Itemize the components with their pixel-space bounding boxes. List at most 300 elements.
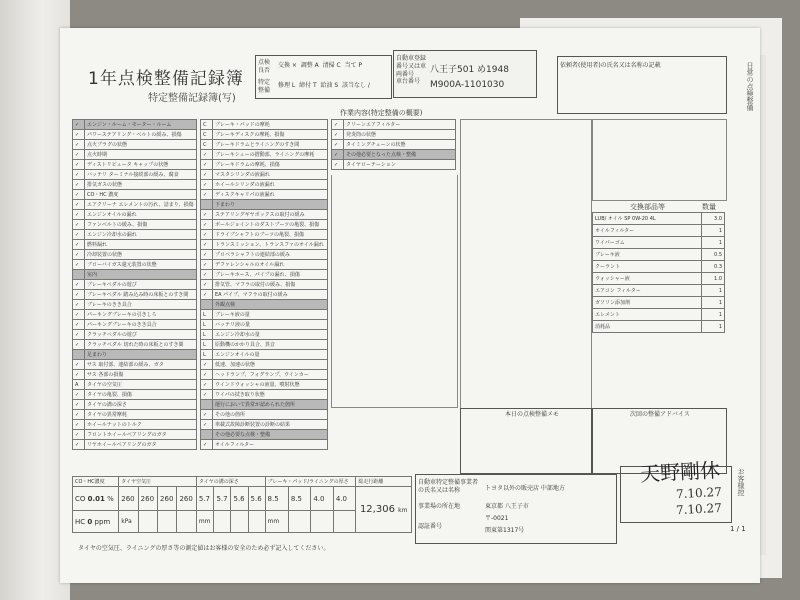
check-item-label: 点火プラグの状態	[85, 140, 197, 150]
check-mark: ✓	[73, 280, 85, 290]
checklist-col1-row	[73, 430, 197, 440]
checklist-col2-row	[201, 380, 328, 390]
shop-address: 東京都 八王子市	[485, 503, 529, 510]
check-mark: L	[201, 330, 213, 340]
check-item-label: ワイパの拭き取り状態	[213, 390, 328, 400]
checklist-col2-row	[201, 290, 328, 300]
part-qty: 1	[702, 321, 725, 333]
check-item-label: マスタシリンダの液漏れ	[213, 170, 328, 180]
checklist-column-1	[72, 119, 197, 450]
checklist-col1-row	[73, 300, 197, 310]
check-mark: ✓	[201, 410, 213, 420]
part-name: ブレーキ液	[593, 249, 702, 261]
pad-rr: 4.0	[333, 487, 356, 511]
checklist-col1-row	[73, 160, 197, 170]
tread-unit: mm	[196, 511, 214, 533]
check-mark: ✓	[332, 160, 344, 170]
tread-fl: 5.7	[196, 487, 214, 511]
work-header: 作業内容(特定整備の概要)	[340, 109, 423, 117]
check-item-label: 冷却装置の状態	[85, 250, 197, 260]
checklist-col1-row	[73, 200, 197, 210]
check-mark: A	[73, 380, 85, 390]
check-item-label: バッテリ液の量	[213, 320, 328, 330]
check-item-label: エンジンオイルの漏れ	[85, 210, 197, 220]
check-item-label: オイルフィルター	[213, 440, 328, 450]
check-item-label: タイヤの空気圧	[85, 380, 197, 390]
check-item-label: タイヤの異常摩耗	[85, 410, 197, 420]
part-qty: 3.0	[702, 213, 725, 225]
measure-header-pad: ブレーキ・パッド/ライニングの厚さ	[265, 477, 356, 487]
check-mark: ✓	[73, 230, 85, 240]
check-mark	[73, 350, 85, 360]
check-mark: ✓	[73, 310, 85, 320]
checklist-col3-row	[332, 130, 456, 140]
checklist-col2-row	[201, 270, 328, 280]
check-item-label: 外観点検	[213, 300, 328, 310]
checklist-col1-row	[73, 350, 197, 360]
check-mark: ✓	[73, 430, 85, 440]
check-item-label: ホイールナットのトルク	[85, 420, 197, 430]
daily-inspection-tab: 日常の点検整備	[746, 62, 754, 111]
check-mark: ✓	[201, 230, 213, 240]
handwritten-date-2: 7.10.27	[675, 500, 723, 518]
checklist-col2-row	[201, 260, 328, 270]
check-mark: ✓	[201, 390, 213, 400]
check-mark	[201, 430, 213, 440]
check-item-label: 下まわり	[213, 200, 328, 210]
part-qty: 1	[702, 225, 725, 237]
tread-fr: 5.7	[214, 487, 231, 511]
checklist-col2-row	[201, 200, 328, 210]
handwritten-date-1: 7.10.27	[675, 484, 723, 502]
checklist-col2-row	[201, 120, 328, 130]
check-item-label: ブレーキディスクの摩耗、損傷	[213, 130, 328, 140]
checklist-col2-row	[201, 390, 328, 400]
check-item-label: ドライブシャフトのブーツの亀裂、損傷	[213, 230, 328, 240]
checklist-col2-row	[201, 300, 328, 310]
check-mark: ✓	[73, 390, 85, 400]
check-item-label: その他必要な点検・整備	[213, 430, 328, 440]
check-item-label: ヘッドランプ、フォグランプ、ウインカー	[213, 370, 328, 380]
check-item-label: ディストリビュータ キャップの状態	[85, 160, 197, 170]
part-name: 消耗品	[593, 321, 702, 333]
check-item-label: 排気ガスの状態	[85, 180, 197, 190]
parts-row	[593, 213, 725, 225]
legend-row-2: 修理 L 締付 T 給油 S 該当なし /	[278, 82, 370, 89]
part-name: ワイパーゴム	[593, 237, 702, 249]
checklist-col1-row	[73, 170, 197, 180]
check-item-label: 発炎筒の状態	[344, 130, 456, 140]
check-mark: C	[201, 130, 213, 140]
check-mark: ✓	[73, 340, 85, 350]
checklist-col1-row	[73, 130, 197, 140]
check-mark: ✓	[73, 190, 85, 200]
customer-copy-tab: お客様控	[737, 468, 745, 496]
check-mark: ✓	[73, 120, 85, 130]
part-name: LUB/ オイル SP 0W-20 4L	[593, 213, 702, 225]
check-item-label: エンジンオイルの量	[213, 350, 328, 360]
parts-row	[593, 225, 725, 237]
check-mark: ✓	[201, 240, 213, 250]
check-item-label: CO・HC 濃度	[85, 190, 197, 200]
mileage-cell: 12,306 km	[356, 487, 412, 533]
check-item-label: その他の箇所	[213, 410, 328, 420]
check-item-label: タイヤの亀裂、損傷	[85, 390, 197, 400]
vin-value: M900A-1101030	[430, 80, 505, 90]
checklist-col2-row	[201, 160, 328, 170]
checklist-col2-row	[201, 280, 328, 290]
check-item-label: ブレーキ液の量	[213, 310, 328, 320]
part-qty: 1	[702, 309, 725, 321]
tire-unit: kPa	[119, 511, 138, 533]
work-area	[331, 175, 458, 408]
checklist-col1-row	[73, 320, 197, 330]
legend-work-label: 特定整備	[258, 79, 271, 94]
check-item-label: エンジン・ルーム・モーター・ルーム	[85, 120, 197, 130]
co-cell: CO 0.01 %	[73, 487, 119, 511]
checklist-col1-row	[73, 270, 197, 280]
parts-row	[593, 321, 725, 333]
check-item-label: ウインドウォッシャの液量、噴射状態	[213, 380, 328, 390]
check-mark: ✓	[73, 130, 85, 140]
vin-label: 車台番号	[396, 78, 421, 85]
check-mark	[201, 200, 213, 210]
parts-table	[592, 212, 725, 333]
check-item-label: 運行において異常が認められた箇所	[213, 400, 328, 410]
checklist-col3-row	[332, 140, 456, 150]
check-item-label: プロペラシャフトの連結部の緩み	[213, 250, 328, 260]
qty-header: 数量	[702, 203, 716, 211]
checklist-col2-row	[201, 360, 328, 370]
pad-fr: 8.5	[288, 487, 311, 511]
check-item-label: ホイールシリンダの液漏れ	[213, 180, 328, 190]
measure-header-pressure: タイヤ空気圧	[119, 477, 197, 487]
work-area-mid	[460, 119, 592, 409]
hc-cell: HC 0 ppm	[73, 511, 119, 533]
pad-fl: 8.5	[265, 487, 288, 511]
check-mark: ✓	[73, 170, 85, 180]
checklist-col2-row	[201, 210, 328, 220]
measure-header-mileage: 総走行距離	[356, 477, 412, 487]
tire-pressure-rl: 260	[158, 487, 177, 511]
check-item-label: 室内	[85, 270, 197, 280]
check-mark: ✓	[201, 170, 213, 180]
check-mark: ✓	[201, 440, 213, 450]
checklist-col2-row	[201, 250, 328, 260]
parts-row	[593, 309, 725, 321]
checklist-col1-row	[73, 250, 197, 260]
checklist-col3-row	[332, 160, 456, 170]
check-mark: ✓	[332, 130, 344, 140]
check-item-label: クリーンエアフィルター	[344, 120, 456, 130]
checklist-col2-row	[201, 350, 328, 360]
check-item-label: ディスクキャリパの液漏れ	[213, 190, 328, 200]
checklist-col1-row	[73, 420, 197, 430]
checklist-col2-row	[201, 400, 328, 410]
shop-postal: 〒-0021	[485, 515, 509, 522]
part-name: ガソリン添加剤	[593, 297, 702, 309]
checklist-col1-row	[73, 360, 197, 370]
check-item-label: エアクリーナ エレメントの汚れ、詰まり、損傷	[85, 200, 197, 210]
check-mark: ✓	[201, 380, 213, 390]
plate-value: 八王子501 め1948	[430, 65, 509, 75]
check-mark: ✓	[201, 160, 213, 170]
checklist-col1-row	[73, 150, 197, 160]
checklist-col1-row	[73, 410, 197, 420]
check-item-label: クラッチペダル 切れた時の床板とのすき間	[85, 340, 197, 350]
check-mark: ✓	[73, 250, 85, 260]
check-item-label: その他必要となった点検・整備	[344, 150, 456, 160]
part-qty: 0.5	[702, 249, 725, 261]
checklist-col3-row	[332, 120, 456, 130]
check-mark: ✓	[201, 270, 213, 280]
check-item-label: タイヤローテーション	[344, 160, 456, 170]
checklist-col2-row	[201, 310, 328, 320]
checklist-col2-row	[201, 240, 328, 250]
measure-header-cohc: CO・HC濃度	[73, 477, 119, 487]
check-item-label: 排気管、マフラの取付の緩み、損傷	[213, 280, 328, 290]
check-item-label: パーキングブレーキの引きしろ	[85, 310, 197, 320]
check-mark: ✓	[73, 400, 85, 410]
part-qty: 0.3	[702, 261, 725, 273]
check-mark: L	[201, 340, 213, 350]
checklist-column-3	[331, 119, 456, 170]
check-mark: ✓	[201, 260, 213, 270]
checklist-col2-row	[201, 320, 328, 330]
check-mark: ✓	[201, 150, 213, 160]
checklist-col1-row	[73, 400, 197, 410]
check-mark	[201, 400, 213, 410]
checklist-col1-row	[73, 340, 197, 350]
shop-cert-label: 認証番号	[418, 523, 443, 530]
shop-name: トヨタ以外の販売店 中部地方	[485, 485, 565, 492]
check-item-label: ブレーキ・パッドの摩耗	[213, 120, 328, 130]
checklist-col2-row	[201, 130, 328, 140]
check-mark: ✓	[73, 330, 85, 340]
check-mark: ✓	[73, 290, 85, 300]
check-mark: ✓	[73, 420, 85, 430]
checklist-col1-row	[73, 120, 197, 130]
check-mark: ✓	[73, 360, 85, 370]
part-name: クーラント	[593, 261, 702, 273]
check-mark: C	[201, 120, 213, 130]
check-mark: C	[201, 140, 213, 150]
check-item-label: エンジン冷却水の漏れ	[85, 230, 197, 240]
notes-header: 本日の点検整備メモ	[505, 411, 560, 418]
check-mark: ✓	[73, 140, 85, 150]
check-mark: ✓	[201, 370, 213, 380]
part-qty: 1.0	[702, 273, 725, 285]
page-number: 1 / 1	[730, 525, 746, 533]
check-item-label: 足まわり	[85, 350, 197, 360]
parts-row	[593, 285, 725, 297]
check-mark: ✓	[201, 290, 213, 300]
part-qty: 1	[702, 297, 725, 309]
parts-header: 交換部品等	[630, 203, 665, 211]
check-mark: ✓	[73, 410, 85, 420]
checklist-col1-row	[73, 230, 197, 240]
check-mark: ✓	[73, 320, 85, 330]
check-item-label: ステアリングギヤボックスの取付の緩み	[213, 210, 328, 220]
tread-rr: 5.6	[248, 487, 265, 511]
check-item-label: ブレーキシューの摺動部、ライニングの摩耗	[213, 150, 328, 160]
check-mark: ✓	[73, 180, 85, 190]
check-mark: ✓	[73, 150, 85, 160]
tire-pressure-rr: 260	[177, 487, 196, 511]
check-mark: ✓	[73, 220, 85, 230]
check-mark: ✓	[73, 210, 85, 220]
next-advice-header: 次回の整備アドバイス	[630, 411, 690, 418]
check-mark: ✓	[73, 240, 85, 250]
checklist-col2-row	[201, 370, 328, 380]
check-item-label: サス 取付部、連結部の緩み、ガタ	[85, 360, 197, 370]
parts-row	[593, 273, 725, 285]
checklist-col1-row	[73, 240, 197, 250]
part-name: オイルフィルター	[593, 225, 702, 237]
check-mark: L	[201, 350, 213, 360]
checklist-col1-row	[73, 140, 197, 150]
checklist-col2-row	[201, 440, 328, 450]
parts-row	[593, 297, 725, 309]
checklist-col1-row	[73, 370, 197, 380]
check-item-label: 点火時期	[85, 150, 197, 160]
check-item-label: エンジン冷却水の量	[213, 330, 328, 340]
parts-row	[593, 237, 725, 249]
check-mark: ✓	[201, 250, 213, 260]
check-mark: ✓	[73, 200, 85, 210]
work-area-right	[592, 119, 727, 201]
plate-label: 自動車登録番号又は車両番号	[396, 55, 427, 78]
handwritten-signature: 天野剛休	[639, 457, 721, 487]
client-box-label: 依頼者(使用者)の氏名又は名称の記載	[560, 62, 661, 69]
shop-cert-value: 関東第1317号	[485, 527, 525, 534]
parts-row	[593, 261, 725, 273]
legend-row: 交換 × 調整 A 清掃 C 当て P	[278, 62, 363, 69]
part-name: エレメント	[593, 309, 702, 321]
check-item-label: フロントホイールベアリングのガタ	[85, 430, 197, 440]
check-item-label: ブレーキペダル 踏み込み時の床板とのすき間	[85, 290, 197, 300]
checklist-col2-row	[201, 180, 328, 190]
checklist-col1-row	[73, 440, 197, 450]
check-item-label: タイミングチェーンの状態	[344, 140, 456, 150]
check-mark: ✓	[332, 150, 344, 160]
check-item-label: デファレンシャルのオイル漏れ	[213, 260, 328, 270]
check-mark: ✓	[201, 220, 213, 230]
checklist-col2-row	[201, 190, 328, 200]
check-item-label: EA パイプ、マフラの取付の緩み	[213, 290, 328, 300]
check-item-label: パワーステアリング・ベルトの緩み、損傷	[85, 130, 197, 140]
part-qty: 1	[702, 285, 725, 297]
check-item-label: バッテリ ターミナル接続部の緩み、腐食	[85, 170, 197, 180]
checklist-col1-row	[73, 210, 197, 220]
check-item-label: タイヤの溝の深さ	[85, 400, 197, 410]
tread-rl: 5.6	[231, 487, 248, 511]
checklist-col1-row	[73, 380, 197, 390]
check-item-label: ブローバイガス還元装置の状態	[85, 260, 197, 270]
check-mark	[73, 270, 85, 280]
part-name: エアコン フィルター	[593, 285, 702, 297]
check-item-label: ボールジョイントのダストブーツの亀裂、損傷	[213, 220, 328, 230]
check-item-label: 原動機のかかり具合、異音	[213, 340, 328, 350]
check-mark: ✓	[73, 440, 85, 450]
check-mark: ✓	[201, 420, 213, 430]
legend-inspection-label: 点検良否	[258, 59, 271, 74]
check-item-label: ブレーキペダルの遊び	[85, 280, 197, 290]
check-mark: L	[201, 310, 213, 320]
shop-label: 自動車特定整備事業者の氏名又は名称	[418, 479, 479, 494]
checklist-col1-row	[73, 280, 197, 290]
check-item-label: ブレーキドラムの摩耗、損傷	[213, 160, 328, 170]
checklist-col1-row	[73, 260, 197, 270]
check-mark: ✓	[201, 190, 213, 200]
tire-pressure-fl: 260	[119, 487, 138, 511]
document-title: 1年点検整備記録簿	[88, 69, 244, 89]
check-item-label: 車載式故障診断装置の診断の結果	[213, 420, 328, 430]
check-item-label: ブレーキのきき具合	[85, 300, 197, 310]
check-mark: ✓	[201, 280, 213, 290]
part-qty: 1	[702, 237, 725, 249]
checklist-col1-row	[73, 330, 197, 340]
check-mark	[201, 300, 213, 310]
check-mark: ✓	[73, 260, 85, 270]
checklist-col1-row	[73, 310, 197, 320]
checklist-col3-row	[332, 150, 456, 160]
checklist-col2-row	[201, 410, 328, 420]
check-mark: ✓	[73, 370, 85, 380]
checklist-col2-row	[201, 140, 328, 150]
part-name: ウォッシャー液	[593, 273, 702, 285]
checklist-col1-row	[73, 180, 197, 190]
check-mark: ✓	[73, 300, 85, 310]
checklist-col2-row	[201, 170, 328, 180]
check-mark: ✓	[201, 360, 213, 370]
check-mark: L	[201, 320, 213, 330]
checklist-col2-row	[201, 220, 328, 230]
check-mark: ✓	[201, 210, 213, 220]
check-item-label: ブレーキホース、パイプの漏れ、損傷	[213, 270, 328, 280]
tire-pressure-fr: 260	[138, 487, 157, 511]
footnote: タイヤの空気圧、ライニングの厚さ等の測定値はお客様の安全のため必ず記入してください。	[78, 545, 330, 552]
check-item-label: サス 各部の損傷	[85, 370, 197, 380]
check-item-label: クラッチペダルの遊び	[85, 330, 197, 340]
parts-row	[593, 249, 725, 261]
checklist-col2-row	[201, 150, 328, 160]
checklist-col1-row	[73, 390, 197, 400]
check-item-label: 低速、加速の状態	[213, 360, 328, 370]
check-mark: ✓	[332, 140, 344, 150]
pad-unit: mm	[265, 511, 288, 533]
check-item-label: リヤホイールベアリングのガタ	[85, 440, 197, 450]
checklist-col1-row	[73, 220, 197, 230]
check-mark: ✓	[201, 180, 213, 190]
check-item-label: トランスミッション、トランスファのオイル漏れ	[213, 240, 328, 250]
checklist-col2-row	[201, 230, 328, 240]
checklist-col2-row	[201, 340, 328, 350]
measurement-table	[72, 476, 412, 533]
checklist-col1-row	[73, 190, 197, 200]
check-mark: ✓	[332, 120, 344, 130]
pad-rl: 4.0	[311, 487, 334, 511]
check-item-label: ファンベルトの緩み、損傷	[85, 220, 197, 230]
check-item-label: 燃料漏れ	[85, 240, 197, 250]
check-item-label: パーキングブレーキのきき具合	[85, 320, 197, 330]
check-item-label: ブレーキドラムとライニングのすき間	[213, 140, 328, 150]
checklist-col2-row	[201, 420, 328, 430]
document-subtitle: 特定整備記録簿(写)	[148, 93, 236, 104]
measure-header-tread: タイヤの溝の深さ	[196, 477, 265, 487]
checklist-column-2	[200, 119, 328, 450]
checklist-col2-row	[201, 330, 328, 340]
